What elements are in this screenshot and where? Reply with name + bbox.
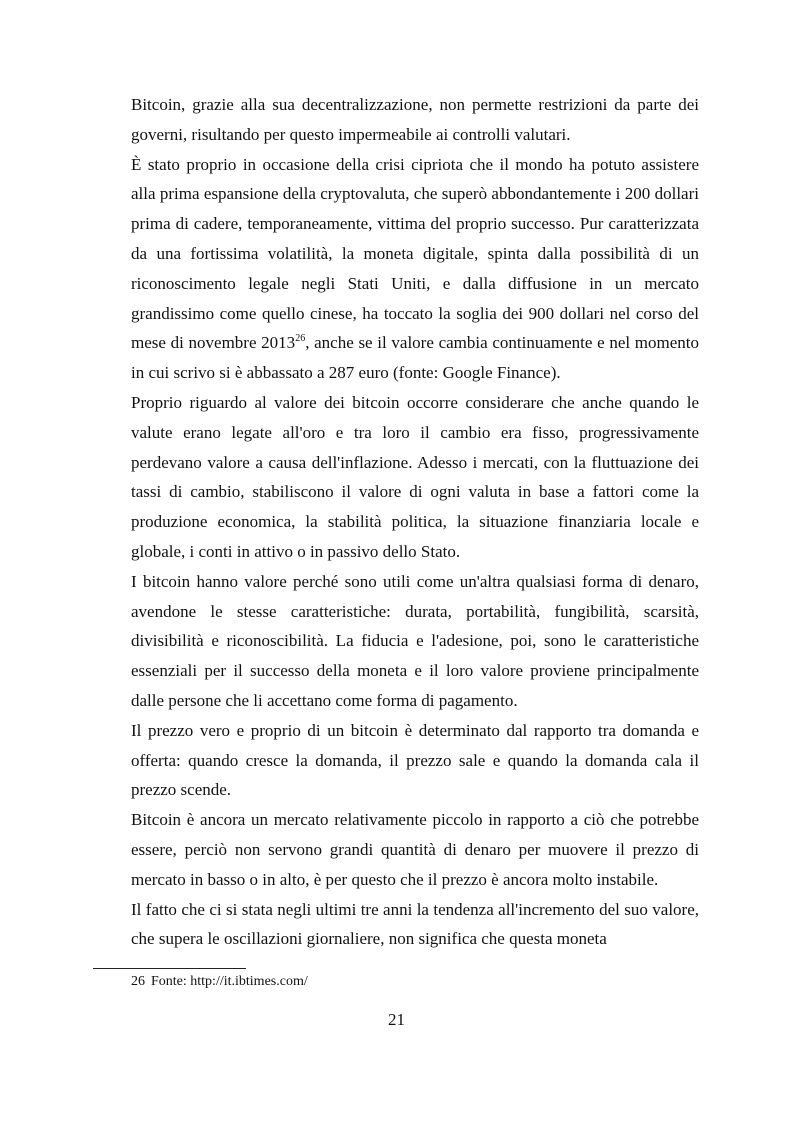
paragraph-3: Proprio riguardo al valore dei bitcoin occorre considerare che anche quando le valute erano legate all'oro e tra loro il cambio era fisso, progressivamente perdevano valore a causa dell'inflazione. Adesso i mercati, con la fluttuazione dei tassi di cambio, stabiliscono il valore di ogni valuta in base a fattori come la produzione economica, la stabilità politica, la situazione finanziaria locale e globale, i conti in attivo o in passivo dello Stato. [131, 392, 699, 561]
footnote-number: 26 [131, 974, 145, 989]
page-body [131, 90, 699, 954]
paragraph-2 [131, 150, 699, 388]
footnote-reference: 26 [295, 333, 306, 345]
paragraph-1: Bitcoin, grazie alla sua decentralizzazione, non permette restrizioni da parte dei governi, risultando per questo impermeabile ai controlli valutari. [131, 95, 699, 144]
paragraph-2-text-a: È stato proprio in occasione della crisi cipriota che il mondo ha potuto assistere alla prima espansione della cryptovaluta, che superò abbondantemente i 200 dollari prima di cadere, temporaneamente, vittima del proprio successo. Pur caratterizzata da una fortissima volatilità, la moneta digitale, spinta dalla possibilità di un riconoscimento legale negli Stati Uniti, e dalla diffusione in un mercato grandissimo come quello cinese, ha toccato la soglia dei 900 dollari nel corso del mese di novembre 2013 [131, 154, 699, 353]
paragraph-5: Il prezzo vero e proprio di un bitcoin è determinato dal rapporto tra domanda e offerta: quando cresce la domanda, il prezzo sale e quando la domanda cala il prezzo scende. [131, 720, 699, 800]
paragraph-4: I bitcoin hanno valore perché sono utili come un'altra qualsiasi forma di denaro, avendone le stesse caratteristiche: durata, portabilità, fungibilità, scarsità, divisibilità e riconoscibilità. La fiducia e l'adesione, poi, sono le caratteristiche essenziali per il successo della moneta e il loro valore proviene principalmente dalle persone che li accettano come forma di pagamento. [131, 571, 699, 710]
footnote [131, 973, 308, 991]
paragraph-7: Il fatto che ci si stata negli ultimi tre anni la tendenza all'incremento del suo valore, che supera le oscillazioni giornaliere, non significa che questa moneta [131, 899, 699, 949]
paragraph-2-text-b: , anche se il valore cambia continuamente e nel momento in cui scrivo si è abbassato a 287 euro (fonte: Google Finance). [131, 333, 699, 383]
page-number: 21 [388, 1010, 405, 1029]
footnote-divider [93, 968, 246, 969]
paragraph-6: Bitcoin è ancora un mercato relativamente piccolo in rapporto a ciò che potrebbe essere, perciò non servono grandi quantità di denaro per muovere il prezzo di mercato in basso o in alto, è per questo che il prezzo è ancora molto instabile. [131, 810, 699, 889]
footnote-text: Fonte: http://it.ibtimes.com/ [151, 974, 308, 989]
